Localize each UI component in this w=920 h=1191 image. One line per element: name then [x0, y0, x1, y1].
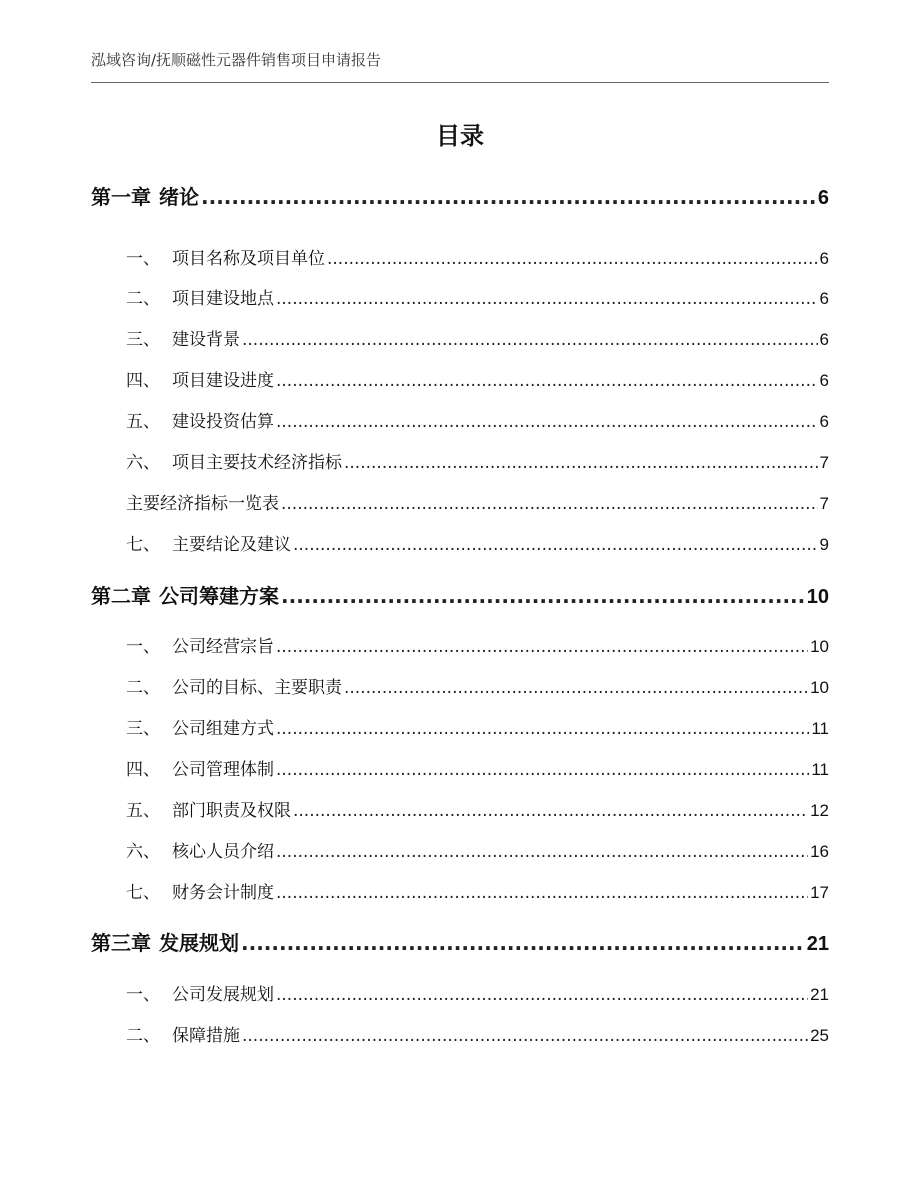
toc-entry-title: 项目建设进度	[172, 371, 274, 391]
dot-leader	[276, 285, 818, 313]
toc-entry-number: 三、	[126, 719, 160, 739]
toc-entry-page: 11	[811, 719, 829, 738]
dot-leader	[276, 756, 809, 784]
toc-entry-page: 21	[810, 985, 829, 1004]
dot-leader	[201, 183, 816, 211]
toc-section-entry[interactable]	[126, 674, 829, 702]
toc-entry-page: 10	[810, 678, 829, 697]
toc-entry-page: 7	[819, 453, 829, 472]
toc-entry-number: 六、	[126, 842, 160, 862]
toc-section-entry[interactable]	[126, 838, 829, 866]
toc-chapter-entry[interactable]	[91, 929, 829, 958]
toc-section-entry[interactable]	[126, 1022, 829, 1050]
dot-leader	[293, 797, 808, 825]
toc-entry-page: 12	[810, 801, 829, 820]
toc-section-entry[interactable]	[126, 245, 829, 273]
toc-title: 目录	[436, 122, 484, 150]
toc-entry-number: 三、	[126, 330, 160, 350]
toc-entry-title: 财务会计制度	[172, 883, 274, 903]
toc-entry-page: 7	[819, 494, 829, 513]
toc-entry-page: 10	[810, 637, 829, 656]
toc-section-entry[interactable]	[126, 367, 829, 395]
toc-section-entry[interactable]	[126, 633, 829, 661]
toc-section-entry[interactable]	[126, 797, 829, 825]
dot-leader	[242, 326, 818, 354]
toc-section-entry[interactable]	[126, 715, 829, 743]
toc-entry-page: 16	[810, 842, 829, 861]
toc-entry-number: 二、	[126, 1026, 160, 1046]
toc-entry-title: 保障措施	[172, 1026, 240, 1046]
toc-entry-title: 发展规划	[159, 931, 239, 955]
toc-entry-number: 五、	[126, 801, 160, 821]
toc-entry-page: 11	[811, 760, 829, 779]
toc-entry-page: 6	[819, 330, 829, 349]
dot-leader	[276, 408, 818, 436]
toc-section-entry[interactable]	[126, 326, 829, 354]
dot-leader	[276, 981, 808, 1009]
toc-section-entry[interactable]	[126, 531, 829, 559]
toc-entry-page: 25	[810, 1026, 829, 1045]
toc-entry-number: 一、	[126, 249, 160, 269]
toc-entry-number: 二、	[126, 289, 160, 309]
toc-entry-number: 一、	[126, 985, 160, 1005]
dot-leader	[276, 715, 809, 743]
toc-chapter-entry[interactable]	[91, 183, 829, 212]
toc-entry-title: 核心人员介绍	[172, 842, 274, 862]
toc-entry-title: 项目名称及项目单位	[172, 249, 325, 269]
toc-entry-page: 6	[819, 289, 829, 308]
dot-leader	[344, 449, 818, 477]
toc-entry-number: 七、	[126, 535, 160, 555]
toc-section-entry[interactable]	[126, 981, 829, 1009]
toc-entry-title: 公司管理体制	[172, 760, 274, 780]
toc-entry-title: 公司筹建方案	[159, 584, 279, 608]
toc-entry-number: 一、	[126, 637, 160, 657]
toc-entry-title: 公司经营宗旨	[172, 637, 274, 657]
dot-leader	[276, 879, 808, 907]
dot-leader	[241, 929, 805, 957]
toc-entry-title: 公司组建方式	[172, 719, 274, 739]
toc-entry-page: 21	[806, 933, 829, 955]
toc-entry-number: 六、	[126, 453, 160, 473]
toc-entry-title: 项目建设地点	[172, 289, 274, 309]
dot-leader	[327, 245, 818, 273]
toc-section-entry[interactable]	[126, 285, 829, 313]
toc-chapter-entry[interactable]	[91, 582, 829, 611]
dot-leader	[276, 633, 808, 661]
toc-entry-number: 五、	[126, 412, 160, 432]
toc-entry-title: 绪论	[159, 185, 199, 209]
toc-section-entry[interactable]	[126, 879, 829, 907]
toc-entry-page: 17	[810, 883, 829, 902]
toc-section-entry[interactable]	[126, 756, 829, 784]
toc-entry-number: 二、	[126, 678, 160, 698]
toc-section-entry[interactable]	[126, 449, 829, 477]
toc-entry-page: 9	[819, 535, 829, 554]
toc-entry-number: 四、	[126, 371, 160, 391]
dot-leader	[281, 490, 818, 518]
toc-entry-number: 第三章	[91, 931, 151, 955]
toc-section-entry[interactable]	[126, 408, 829, 436]
toc-entry-page: 10	[806, 586, 829, 608]
dot-leader	[344, 674, 808, 702]
toc-entry-title: 建设投资估算	[172, 412, 274, 432]
toc-entry-page: 6	[819, 412, 829, 431]
toc-entry-title: 公司的目标、主要职责	[172, 678, 342, 698]
toc-entry-page: 6	[819, 249, 829, 268]
toc-entry-title: 主要结论及建议	[172, 535, 291, 555]
dot-leader	[242, 1022, 808, 1050]
running-header: 泓域咨询/抚顺磁性元器件销售项目申请报告	[91, 50, 829, 83]
toc-entry-title: 项目主要技术经济指标	[172, 453, 342, 473]
toc-entry-number: 四、	[126, 760, 160, 780]
dot-leader	[281, 582, 805, 610]
toc-entry-title: 建设背景	[172, 330, 240, 350]
dot-leader	[276, 367, 818, 395]
dot-leader	[293, 531, 818, 559]
toc-entry-title: 部门职责及权限	[172, 801, 291, 821]
toc-entry-number: 第二章	[91, 584, 151, 608]
toc-entry-page: 6	[819, 371, 829, 390]
toc-entry-title: 公司发展规划	[172, 985, 274, 1005]
dot-leader	[276, 838, 808, 866]
toc-entry-number: 七、	[126, 883, 160, 903]
toc-entry-number: 第一章	[91, 185, 151, 209]
toc-entry-page: 6	[817, 187, 829, 209]
toc-entry-title: 主要经济指标一览表	[126, 494, 279, 514]
toc-plain-entry[interactable]	[126, 490, 829, 518]
